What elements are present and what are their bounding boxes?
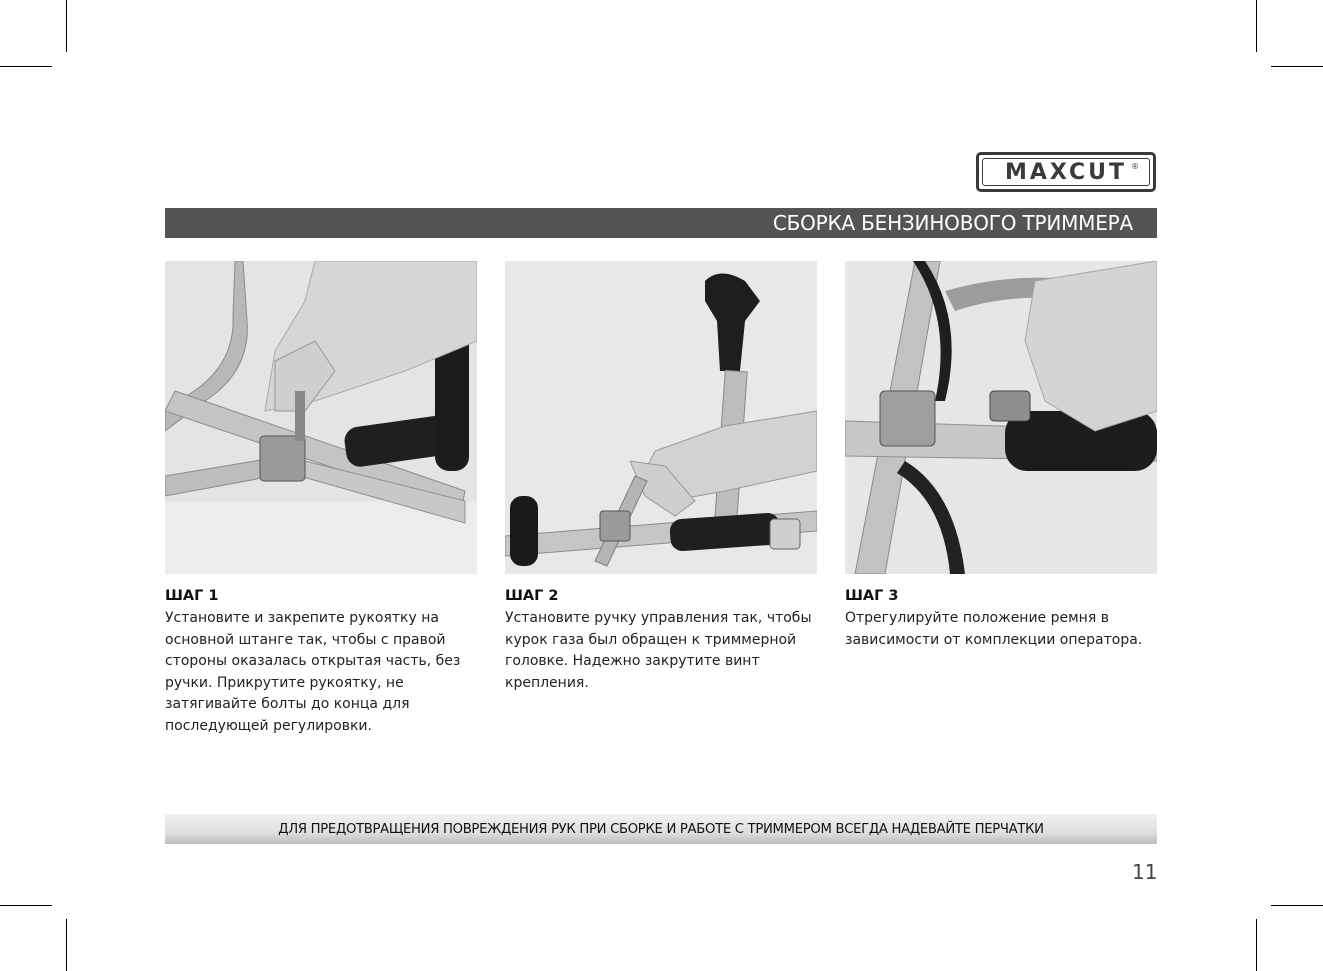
step-1 — [165, 586, 483, 738]
brand-logo — [976, 152, 1156, 192]
crop-mark — [0, 905, 52, 906]
step-2-photo — [505, 261, 817, 574]
step-1-title: ШАГ 1 — [165, 588, 219, 604]
crop-mark — [1271, 66, 1323, 67]
page-number: 11 — [1132, 860, 1158, 884]
warning-bar — [165, 814, 1157, 844]
crop-mark — [66, 919, 67, 971]
crop-mark — [66, 0, 67, 52]
step-2 — [505, 586, 823, 694]
warning-text: ДЛЯ ПРЕДОТВРАЩЕНИЯ ПОВРЕЖДЕНИЯ РУК ПРИ СБОРКЕ И РАБОТЕ С ТРИММЕРОМ ВСЕГДА НАДЕВАЙТЕ ПЕРЧАТКИ — [278, 821, 1044, 837]
registered-mark: ® — [1131, 162, 1139, 171]
crop-mark — [1271, 905, 1323, 906]
step-2-title: ШАГ 2 — [505, 588, 559, 604]
crop-mark — [1256, 919, 1257, 971]
crop-mark — [0, 66, 52, 67]
crop-mark — [1256, 0, 1257, 52]
step-3-photo — [845, 261, 1157, 574]
step-1-text: Установите и закрепите рукоятку на основной штанге так, чтобы с правой стороны оказалась открытая часть, без ручки. Прикрутите рукоятку, не затягивайте болты до конца для последующей регулировки. — [165, 610, 461, 734]
step-2-text: Установите ручку управления так, чтобы курок газа был обращен к триммерной головке. Надежно закрутите винт крепления. — [505, 610, 812, 691]
step-1-photo — [165, 261, 477, 574]
step-3-text: Отрегулируйте положение ремня в зависимости от комплекции оператора. — [845, 610, 1143, 648]
page-title: СБОРКА БЕНЗИНОВОГО ТРИММЕРА — [772, 211, 1133, 235]
step-3-title: ШАГ 3 — [845, 588, 899, 604]
section-title-bar — [165, 208, 1157, 238]
brand-logo-text: MAXCUT — [1004, 159, 1128, 185]
step-3 — [845, 586, 1163, 651]
